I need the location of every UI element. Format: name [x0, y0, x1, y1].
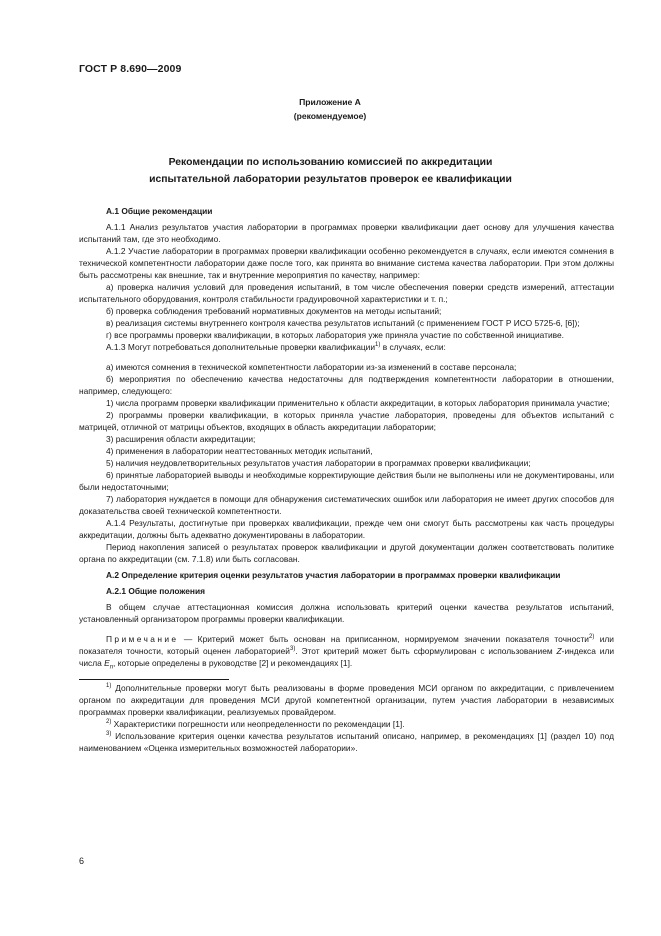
annex-label: Приложение А — [299, 97, 361, 107]
list-item: 7) лаборатория нуждается в помощи для обнаружения систематических ошибок или лаборатория не имеет других способов для доказательства своей технической компетентности. — [79, 494, 614, 516]
footnote-divider — [79, 679, 229, 680]
list-item: а) проверка наличия условий для проведения испытаний, в том числе обеспечения поверки средств измерений, аттестации испытательного оборудования, контроля стабильности градуировочной характеристики и т. п.; — [79, 282, 614, 304]
en-symbol: E — [104, 658, 110, 668]
list-item: б) мероприятия по обеспечению качества недостаточны для подтверждения компетентности лаборатории в отношении, например, следующего: — [79, 374, 614, 396]
note-text: — Критерий может быть основан на приписанном, нормируемом значении показателя точности — [178, 634, 589, 644]
footnote-3 — [79, 730, 614, 754]
note-text: или показателя точности, который оценен лабораторией — [79, 634, 614, 656]
document-body — [79, 205, 614, 754]
clause-a1-3 — [79, 341, 614, 353]
footnote-text: Характеристики погрешности или неопределенности по рекомендации [1]. — [111, 718, 405, 729]
note-text: -индекса или числа — [79, 646, 615, 668]
note-label: Примечание — [106, 634, 179, 644]
list-item: 5) наличия неудовлетворительных результатов участия лаборатории в программах проверки квалификации; — [106, 458, 531, 468]
section-heading-a1: А.1 Общие рекомендации — [106, 206, 213, 216]
note-text: , которые определены в руководстве [2] и рекомендациях [1]. — [113, 658, 353, 668]
clause-a1-4: А.1.4 Результаты, достигнутые при проверках квалификации, прежде чем они смогут быть рассмотрены как часть процедуры аккредитации, должны быть адекватно документированы в лаборатории. — [79, 518, 614, 540]
clause-a1-1: А.1.1 Анализ результатов участия лаборатории в программах проверки квалификации дает основу для улучшения качества испытаний там, где это необходимо. — [79, 222, 614, 244]
en-subscript: n — [109, 664, 114, 671]
clause-a1-3-text: А.1.3 Могут потребоваться дополнительные проверки квалификации — [106, 342, 376, 352]
footnote-2 — [79, 718, 614, 730]
annex-title-line-1: Рекомендации по использованию комиссией по аккредитации — [168, 157, 493, 168]
clause-a2-1: В общем случае аттестационная комиссия должна использовать критерий оценки качества результатов испытаний, установленный организатором программы проверки квалификации. — [79, 602, 614, 624]
footnote-marker: 1) — [106, 682, 112, 689]
z-symbol: Z — [556, 646, 562, 656]
document-code: ГОСТ Р 8.690—2009 — [79, 63, 182, 75]
list-item: 4) применения в лаборатории неаттестованных методик испытаний, — [106, 446, 373, 456]
list-item: 1) числа программ проверки квалификации применительно к области аккредитации, в которых лаборатория принимала участие; — [106, 398, 610, 408]
clause-a1-2: А.1.2 Участие лаборатории в программах проверки квалификации особенно рекомендуется в случаях, если имеются сомнения в технической компетентности лаборатории даже после того, как принята во внимание система качества лаборатории. При этом должны быть рассмотрены как внешние, так и внутренние мероприятия по качеству, например: — [79, 246, 614, 280]
list-item: в) реализация системы внутреннего контроля качества результатов испытаний (с применением ГОСТ Р ИСО 5725-6, [6]); — [106, 318, 580, 328]
list-item: а) имеются сомнения в технической компетентности лаборатории из-за изменений в составе персонала; — [106, 362, 517, 372]
page-number: 6 — [79, 856, 85, 866]
section-heading-a2: А.2 Определение критерия оценки результатов участия лаборатории в программах проверки квалификации — [106, 570, 561, 580]
list-item: 2) программы проверки квалификации, в которых приняла участие лаборатория, проведены для объектов испытаний с матрицей, отличной от матрицы объектов, входящих в область аккредитации лаборатории; — [79, 410, 614, 432]
footnote-1 — [79, 682, 614, 718]
footnote-text: Дополнительные проверки могут быть реализованы в форме проведения МСИ органом по аккредитации, с привлечением органом по аккредитации для проведения МСИ другой компетентной организации, путем участия лаборатории в независимых программах проверки квалификации, реализуемых провайдером. — [79, 682, 614, 717]
list-item: 6) принятые лабораторией выводы и необходимые корректирующие действия были не выполнены или не документированы, или были недостаточными; — [79, 470, 614, 492]
list-item: 3) расширения области аккредитации; — [106, 434, 256, 444]
footnote-ref-2: 2) — [588, 634, 595, 640]
footnote-marker: 3) — [106, 730, 112, 737]
footnote-ref-3: 3) — [289, 646, 296, 652]
footnotes — [79, 679, 614, 754]
list-item: г) все программы проверки квалификации, в которых лаборатория уже приняла участие по собственной инициативе. — [106, 330, 564, 340]
annex-title-line-2: испытательной лаборатории результатов проверок ее квалификации — [149, 174, 512, 185]
footnote-ref-1: 1) — [375, 342, 381, 348]
footnote-text: Использование критерия оценки качества результатов испытаний описано, например, в рекомендациях [1] (раздел 10) под наименованием «Оценка измерительных возможностей лаборатории». — [79, 730, 614, 753]
clause-a1-3-end: в случаях, если: — [380, 342, 446, 352]
note-text: . Этот критерий может быть сформулирован с использованием — [295, 646, 557, 656]
subsection-heading-a2-1: А.2.1 Общие положения — [106, 586, 205, 596]
clause-a1-4-paragraph: Период накопления записей о результатах проверок квалификации и другой документации должен соответствовать политике органа по аккредитации (см. 7.1.8) или быть согласован. — [79, 542, 614, 564]
note-paragraph — [79, 633, 614, 674]
footnote-marker: 2) — [106, 718, 112, 725]
annex-status: (рекомендуемое) — [293, 111, 367, 121]
list-item: б) проверка соблюдения требований нормативных документов на методы испытаний; — [106, 306, 442, 316]
